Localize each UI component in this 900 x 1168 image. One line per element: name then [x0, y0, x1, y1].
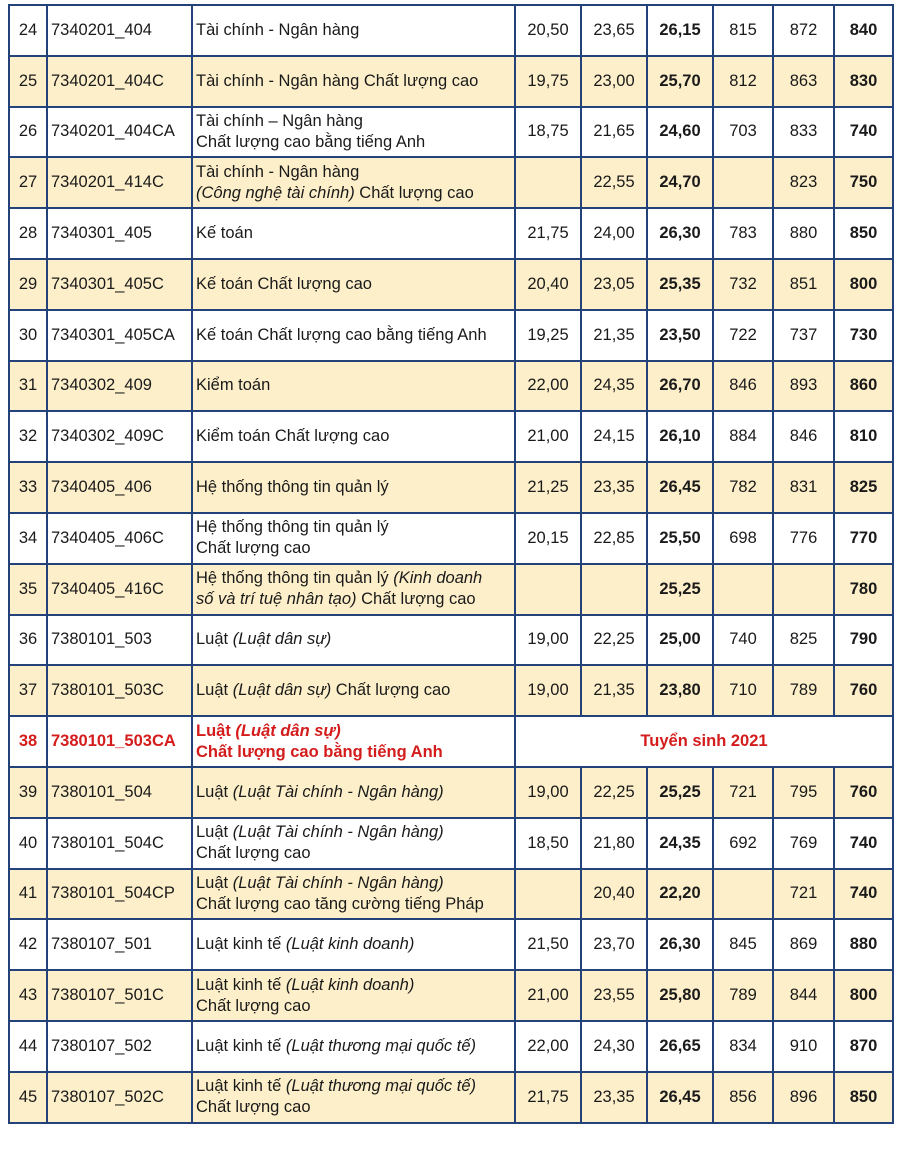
row-number-cell: 40	[9, 818, 47, 869]
program-code-cell: 7340405_406C	[47, 513, 192, 564]
score-cell: 23,55	[581, 970, 647, 1021]
score-cell: 21,50	[515, 919, 581, 970]
score-cell: 21,25	[515, 462, 581, 513]
score-cell: 23,70	[581, 919, 647, 970]
score-cell: 20,50	[515, 5, 581, 56]
score-cell: 20,40	[515, 259, 581, 310]
score-cell: 19,00	[515, 665, 581, 716]
score-cell: 782	[713, 462, 773, 513]
row-number-cell: 33	[9, 462, 47, 513]
program-name-line: Chất lượng cao bằng tiếng Anh	[196, 132, 426, 151]
program-name-italic: (Công nghệ tài chính)	[196, 183, 355, 202]
row-number-cell: 28	[9, 208, 47, 259]
program-name-line: Tài chính – Ngân hàng	[196, 111, 363, 130]
program-name-prefix: Luật kinh tế	[196, 1077, 286, 1096]
program-name-line: Chất lượng cao	[196, 1098, 311, 1117]
score-cell-bold: 25,25	[647, 767, 713, 818]
row-number-cell: 41	[9, 869, 47, 920]
program-name-line: Tài chính - Ngân hàng	[196, 20, 360, 39]
score-cell: 815	[713, 5, 773, 56]
table-row	[9, 1021, 893, 1072]
row-number-cell: 45	[9, 1072, 47, 1123]
program-code-cell: 7380101_503	[47, 615, 192, 666]
score-cell: 795	[773, 767, 834, 818]
score-cell: 789	[773, 665, 834, 716]
score-cell: 19,75	[515, 56, 581, 107]
program-name-cell	[192, 411, 515, 462]
program-name-line	[196, 822, 511, 843]
program-name-italic: (Luật kinh doanh)	[285, 935, 415, 954]
score-cell: 880	[773, 208, 834, 259]
score-cell: 24,30	[581, 1021, 647, 1072]
program-name-line	[196, 680, 511, 701]
score-cell-bold: 25,25	[647, 564, 713, 615]
table-row	[9, 513, 893, 564]
program-name-italic: (Kinh doanh	[393, 569, 483, 588]
program-name-line: Kiểm toán Chất lượng cao	[196, 427, 390, 446]
program-name-line	[196, 721, 511, 742]
score-cell: 776	[773, 513, 834, 564]
score-cell: 692	[713, 818, 773, 869]
program-name-prefix: Luật kinh tế	[196, 1036, 286, 1055]
score-cell	[515, 564, 581, 615]
score-cell: 23,00	[581, 56, 647, 107]
score-cell-bold: 740	[834, 869, 893, 920]
program-name-cell	[192, 716, 515, 767]
score-cell-bold: 830	[834, 56, 893, 107]
score-cell: 831	[773, 462, 834, 513]
score-cell-bold: 24,60	[647, 107, 713, 158]
score-cell-bold: 760	[834, 767, 893, 818]
program-name-line	[196, 589, 511, 610]
table-row	[9, 767, 893, 818]
program-code-cell: 7380107_501	[47, 919, 192, 970]
row-number-cell: 25	[9, 56, 47, 107]
table-row	[9, 56, 893, 107]
program-name-italic: (Luật Tài chính - Ngân hàng)	[232, 873, 444, 892]
score-cell: 812	[713, 56, 773, 107]
score-cell-bold: 870	[834, 1021, 893, 1072]
score-cell: 721	[773, 869, 834, 920]
score-cell: 23,65	[581, 5, 647, 56]
program-name-prefix: Luật	[196, 782, 233, 801]
row-number-cell: 31	[9, 361, 47, 412]
program-name-line: Chất lượng cao bằng tiếng Anh	[196, 742, 443, 761]
program-name-line: Hệ thống thông tin quản lý	[196, 478, 389, 497]
score-cell: 19,00	[515, 615, 581, 666]
program-name-cell	[192, 564, 515, 615]
score-cell-bold: 850	[834, 1072, 893, 1123]
program-name-cell	[192, 1021, 515, 1072]
score-cell: 21,35	[581, 665, 647, 716]
row-number-cell: 44	[9, 1021, 47, 1072]
program-name-italic: (Luật Tài chính - Ngân hàng)	[232, 782, 444, 801]
score-cell: 732	[713, 259, 773, 310]
program-name-italic: (Luật dân sự)	[232, 630, 332, 649]
score-cell-bold: 840	[834, 5, 893, 56]
program-name-prefix: Luật	[196, 630, 233, 649]
program-name-cell	[192, 615, 515, 666]
score-cell: 703	[713, 107, 773, 158]
table-row	[9, 411, 893, 462]
program-code-cell: 7340405_406	[47, 462, 192, 513]
table-row	[9, 157, 893, 208]
score-cell-bold: 26,10	[647, 411, 713, 462]
program-name-line: Chất lượng cao	[196, 996, 311, 1015]
score-cell: 869	[773, 919, 834, 970]
score-cell-bold: 25,00	[647, 615, 713, 666]
score-cell	[713, 157, 773, 208]
score-cell-bold: 880	[834, 919, 893, 970]
program-name-line: Kiểm toán	[196, 376, 271, 395]
score-cell: 740	[713, 615, 773, 666]
program-name-cell	[192, 919, 515, 970]
score-cell: 789	[713, 970, 773, 1021]
score-cell-bold: 26,15	[647, 5, 713, 56]
program-name-line: Kế toán Chất lượng cao bằng tiếng Anh	[196, 325, 487, 344]
score-cell: 722	[713, 310, 773, 361]
program-name-prefix: Luật	[196, 873, 233, 892]
row-number-cell: 27	[9, 157, 47, 208]
program-name-cell	[192, 513, 515, 564]
program-name-cell	[192, 107, 515, 158]
score-cell: 721	[713, 767, 773, 818]
score-cell-bold: 26,65	[647, 1021, 713, 1072]
program-name-line	[196, 568, 511, 589]
table-row	[9, 208, 893, 259]
score-cell: 21,75	[515, 1072, 581, 1123]
program-code-cell: 7340301_405	[47, 208, 192, 259]
table-row	[9, 970, 893, 1021]
score-cell-bold: 25,80	[647, 970, 713, 1021]
table-row	[9, 919, 893, 970]
program-name-line: Tài chính - Ngân hàng Chất lượng cao	[196, 71, 479, 90]
score-cell	[713, 869, 773, 920]
program-name-line	[196, 782, 511, 803]
score-cell: 783	[713, 208, 773, 259]
score-cell: 21,00	[515, 970, 581, 1021]
program-code-cell: 7340301_405C	[47, 259, 192, 310]
row-number-cell: 38	[9, 716, 47, 767]
program-name-line: Chất lượng cao	[196, 844, 311, 863]
score-cell: 24,15	[581, 411, 647, 462]
program-name-cell	[192, 767, 515, 818]
table-row	[9, 818, 893, 869]
score-cell	[713, 564, 773, 615]
score-cell-bold: 800	[834, 970, 893, 1021]
table-body	[9, 5, 893, 1123]
program-name-cell	[192, 208, 515, 259]
row-number-cell: 26	[9, 107, 47, 158]
row-number-cell: 36	[9, 615, 47, 666]
row-number-cell: 43	[9, 970, 47, 1021]
program-code-cell: 7340302_409C	[47, 411, 192, 462]
program-name-italic: (Luật Tài chính - Ngân hàng)	[232, 823, 444, 842]
score-cell: 18,50	[515, 818, 581, 869]
score-cell: 896	[773, 1072, 834, 1123]
program-name-line	[196, 934, 511, 955]
score-cell: 23,35	[581, 1072, 647, 1123]
score-cell: 20,15	[515, 513, 581, 564]
score-cell: 21,00	[515, 411, 581, 462]
score-cell: 23,35	[581, 462, 647, 513]
program-code-cell: 7380101_504C	[47, 818, 192, 869]
score-cell: 863	[773, 56, 834, 107]
score-cell: 22,25	[581, 615, 647, 666]
row-number-cell: 34	[9, 513, 47, 564]
program-code-cell: 7380107_502	[47, 1021, 192, 1072]
score-cell	[581, 564, 647, 615]
program-name-line	[196, 629, 511, 650]
program-code-cell: 7340201_404C	[47, 56, 192, 107]
score-cell-bold: 23,80	[647, 665, 713, 716]
program-name-cell	[192, 56, 515, 107]
score-cell: 21,65	[581, 107, 647, 158]
row-number-cell: 24	[9, 5, 47, 56]
score-cell-bold: 26,30	[647, 919, 713, 970]
score-cell: 856	[713, 1072, 773, 1123]
program-name-line	[196, 183, 511, 204]
program-code-cell: 7380107_502C	[47, 1072, 192, 1123]
program-name-line	[196, 1076, 511, 1097]
score-cell-bold: 22,20	[647, 869, 713, 920]
program-name-line: Kế toán	[196, 224, 253, 243]
program-name-cell	[192, 1072, 515, 1123]
table-row	[9, 361, 893, 412]
program-name-prefix: Luật	[196, 721, 236, 740]
program-name-cell	[192, 5, 515, 56]
program-code-cell: 7340301_405CA	[47, 310, 192, 361]
score-cell: 22,25	[581, 767, 647, 818]
table-row	[9, 869, 893, 920]
program-name-cell	[192, 665, 515, 716]
program-name-suffix: Chất lượng cao	[331, 681, 451, 700]
program-name-italic: (Luật thương mại quốc tế)	[285, 1077, 477, 1096]
program-name-italic: số và trí tuệ nhân tạo)	[196, 590, 357, 609]
program-code-cell: 7380101_503C	[47, 665, 192, 716]
program-code-cell: 7340201_404CA	[47, 107, 192, 158]
score-cell-bold: 25,35	[647, 259, 713, 310]
score-cell: 22,00	[515, 361, 581, 412]
score-cell-bold: 810	[834, 411, 893, 462]
score-cell-bold: 24,35	[647, 818, 713, 869]
table-row	[9, 310, 893, 361]
score-cell-bold: 780	[834, 564, 893, 615]
program-name-prefix: Luật kinh tế	[196, 935, 286, 954]
program-code-cell: 7340405_416C	[47, 564, 192, 615]
score-cell-bold: 750	[834, 157, 893, 208]
program-name-line: Hệ thống thông tin quản lý	[196, 518, 389, 537]
table-row	[9, 259, 893, 310]
program-code-cell: 7380101_504	[47, 767, 192, 818]
score-cell: 23,05	[581, 259, 647, 310]
score-cell: 769	[773, 818, 834, 869]
score-cell: 21,35	[581, 310, 647, 361]
table-row	[9, 615, 893, 666]
table-row	[9, 564, 893, 615]
score-cell: 834	[713, 1021, 773, 1072]
row-number-cell: 37	[9, 665, 47, 716]
score-cell-bold: 790	[834, 615, 893, 666]
table-row	[9, 716, 893, 767]
score-cell-bold: 760	[834, 665, 893, 716]
row-number-cell: 42	[9, 919, 47, 970]
score-cell: 737	[773, 310, 834, 361]
score-cell: 872	[773, 5, 834, 56]
score-cell: 24,35	[581, 361, 647, 412]
table-row	[9, 665, 893, 716]
program-code-cell: 7340302_409	[47, 361, 192, 412]
score-cell: 833	[773, 107, 834, 158]
program-name-cell	[192, 818, 515, 869]
table-row	[9, 1072, 893, 1123]
admission-scores-table	[8, 4, 894, 1124]
program-name-cell	[192, 462, 515, 513]
score-cell-bold: 26,45	[647, 1072, 713, 1123]
score-cell: 21,75	[515, 208, 581, 259]
score-cell: 20,40	[581, 869, 647, 920]
score-cell: 18,75	[515, 107, 581, 158]
program-name-line: Chất lượng cao tăng cường tiếng Pháp	[196, 894, 484, 913]
program-code-cell: 7340201_414C	[47, 157, 192, 208]
score-cell-bold: 26,70	[647, 361, 713, 412]
program-name-line: Tài chính - Ngân hàng	[196, 162, 360, 181]
row-number-cell: 32	[9, 411, 47, 462]
score-cell-bold: 770	[834, 513, 893, 564]
program-name-line	[196, 1036, 511, 1057]
program-name-prefix: Hệ thống thông tin quản lý	[196, 569, 394, 588]
score-cell-bold: 740	[834, 107, 893, 158]
score-cell: 844	[773, 970, 834, 1021]
program-name-cell	[192, 259, 515, 310]
row-number-cell: 35	[9, 564, 47, 615]
program-code-cell: 7380107_501C	[47, 970, 192, 1021]
score-cell-bold: 24,70	[647, 157, 713, 208]
score-cell-bold: 730	[834, 310, 893, 361]
score-cell-bold: 26,30	[647, 208, 713, 259]
score-cell: 19,25	[515, 310, 581, 361]
score-cell: 19,00	[515, 767, 581, 818]
program-name-prefix: Luật	[196, 681, 233, 700]
score-cell	[773, 564, 834, 615]
program-name-cell	[192, 361, 515, 412]
score-cell	[515, 157, 581, 208]
admission-note-cell: Tuyển sinh 2021	[515, 716, 893, 767]
row-number-cell: 29	[9, 259, 47, 310]
score-cell: 846	[713, 361, 773, 412]
score-cell-bold: 825	[834, 462, 893, 513]
program-name-cell	[192, 869, 515, 920]
row-number-cell: 39	[9, 767, 47, 818]
program-name-italic: (Luật thương mại quốc tế)	[285, 1036, 477, 1055]
program-name-suffix: Chất lượng cao	[356, 590, 476, 609]
score-cell-bold: 25,50	[647, 513, 713, 564]
score-cell: 698	[713, 513, 773, 564]
score-cell-bold: 26,45	[647, 462, 713, 513]
score-cell-bold: 800	[834, 259, 893, 310]
score-cell: 845	[713, 919, 773, 970]
score-cell-bold: 860	[834, 361, 893, 412]
program-name-italic: (Luật kinh doanh)	[285, 975, 415, 994]
score-cell: 22,55	[581, 157, 647, 208]
program-name-line: Chất lượng cao	[196, 539, 311, 558]
score-cell: 823	[773, 157, 834, 208]
program-name-italic: (Luật dân sự)	[232, 681, 332, 700]
program-name-cell	[192, 310, 515, 361]
score-cell-bold: 25,70	[647, 56, 713, 107]
program-name-cell	[192, 970, 515, 1021]
score-cell: 893	[773, 361, 834, 412]
table-row	[9, 5, 893, 56]
score-cell: 24,00	[581, 208, 647, 259]
score-cell: 851	[773, 259, 834, 310]
table-row	[9, 107, 893, 158]
score-cell: 846	[773, 411, 834, 462]
score-cell: 825	[773, 615, 834, 666]
row-number-cell: 30	[9, 310, 47, 361]
score-cell: 22,85	[581, 513, 647, 564]
score-cell: 910	[773, 1021, 834, 1072]
score-cell-bold: 850	[834, 208, 893, 259]
score-cell: 710	[713, 665, 773, 716]
score-cell-bold: 23,50	[647, 310, 713, 361]
program-name-italic: (Luật dân sự)	[235, 721, 341, 740]
score-cell	[515, 869, 581, 920]
program-name-line	[196, 975, 511, 996]
table-row	[9, 462, 893, 513]
program-name-prefix: Luật	[196, 823, 233, 842]
program-name-cell	[192, 157, 515, 208]
program-code-cell: 7380101_503CA	[47, 716, 192, 767]
program-code-cell: 7340201_404	[47, 5, 192, 56]
program-name-line	[196, 873, 511, 894]
score-cell: 21,80	[581, 818, 647, 869]
program-name-line: Kế toán Chất lượng cao	[196, 274, 372, 293]
score-cell: 884	[713, 411, 773, 462]
score-cell-bold: 740	[834, 818, 893, 869]
program-code-cell: 7380101_504CP	[47, 869, 192, 920]
program-name-prefix: Luật kinh tế	[196, 975, 286, 994]
score-cell: 22,00	[515, 1021, 581, 1072]
program-name-suffix: Chất lượng cao	[354, 183, 474, 202]
